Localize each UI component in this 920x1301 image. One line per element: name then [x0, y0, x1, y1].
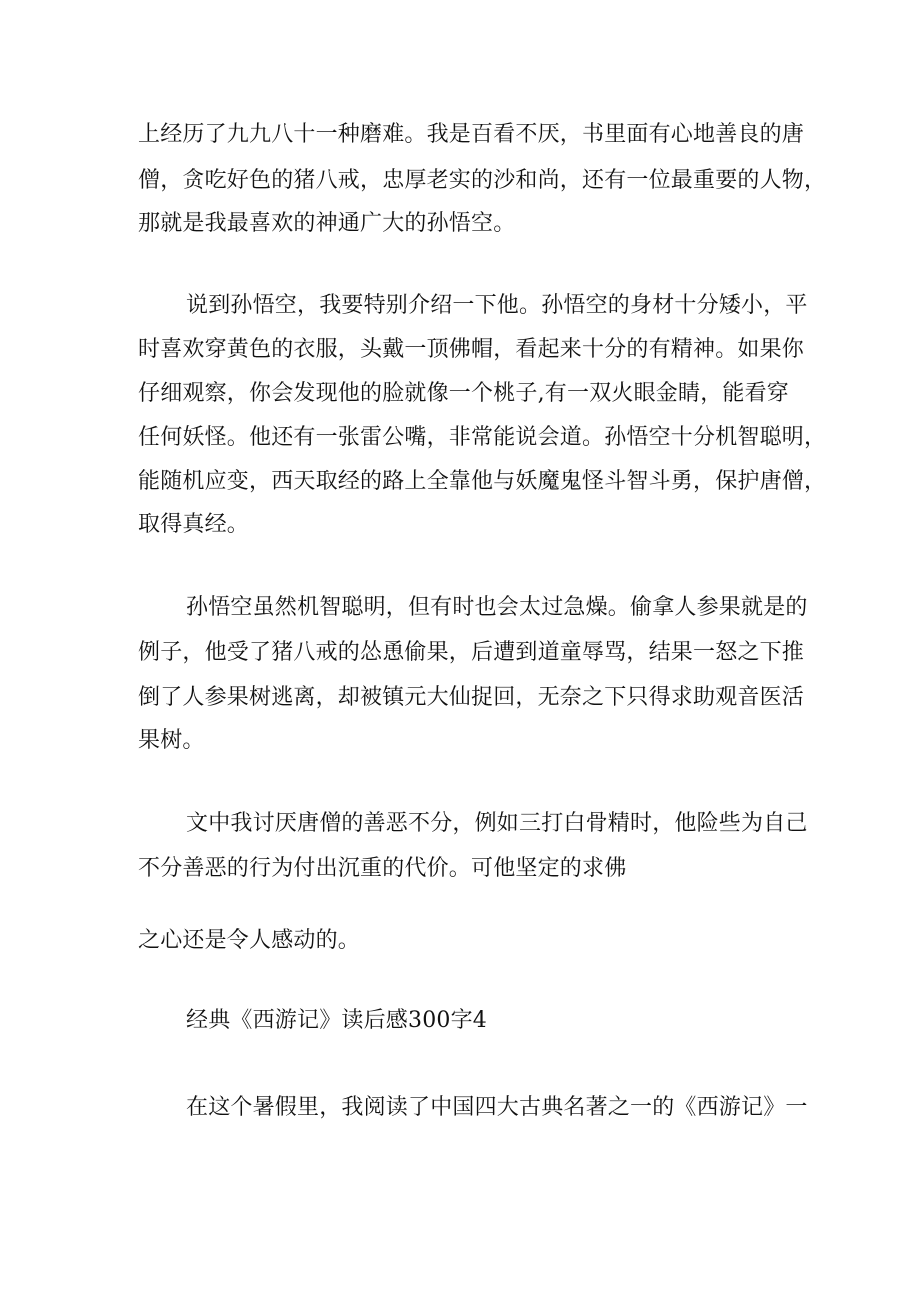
paragraph-line: 文中我讨厌唐僧的善恶不分，例如三打白骨精时，他险些为自己	[186, 811, 808, 836]
paragraph-line: 仔细观察，你会发现他的脸就像一个桃子,有一双火眼金睛，能看穿	[138, 381, 789, 406]
paragraph-line: 取得真经。	[138, 512, 250, 537]
paragraph-line: 说到孙悟空，我要特别介绍一下他。孙悟空的身材十分矮小，平	[186, 293, 808, 318]
paragraph-line: 僧，贪吃好色的猪八戒，忠厚老实的沙和尚，还有一位最重要的人物，	[138, 168, 827, 193]
paragraph-line: 例子，他受了猪八戒的怂恿偷果，后遭到道童辱骂，结果一怒之下推	[138, 640, 805, 665]
paragraph-line: 时喜欢穿黄色的衣服，头戴一顶佛帽，看起来十分的有精神。如果你	[138, 337, 805, 362]
paragraph-line: 在这个暑假里，我阅读了中国四大古典名著之一的《西游记》一	[186, 1095, 808, 1120]
paragraph-line: 孙悟空虽然机智聪明，但有时也会太过急燥。偷拿人参果就是的	[186, 595, 808, 620]
paragraph-line: 上经历了九九八十一种磨难。我是百看不厌，书里面有心地善良的唐	[138, 122, 805, 147]
paragraph-line: 倒了人参果树逃离，却被镇元大仙捉回，无奈之下只得求助观音医活	[138, 685, 805, 710]
section-heading: 经典《西游记》读后感300字4	[186, 1008, 487, 1033]
paragraph-line: 之心还是令人感动的。	[138, 928, 361, 953]
paragraph-line: 任何妖怪。他还有一张雷公嘴，非常能说会道。孙悟空十分机智聪明，	[138, 425, 827, 450]
paragraph-line: 那就是我最喜欢的神通广大的孙悟空。	[138, 211, 516, 236]
paragraph-line: 不分善恶的行为付出沉重的代价。可他坚定的求佛	[138, 856, 627, 881]
paragraph-line: 果树。	[138, 728, 205, 753]
paragraph-line: 能随机应变，西天取经的路上全靠他与妖魔鬼怪斗智斗勇，保护唐僧，	[138, 469, 827, 494]
